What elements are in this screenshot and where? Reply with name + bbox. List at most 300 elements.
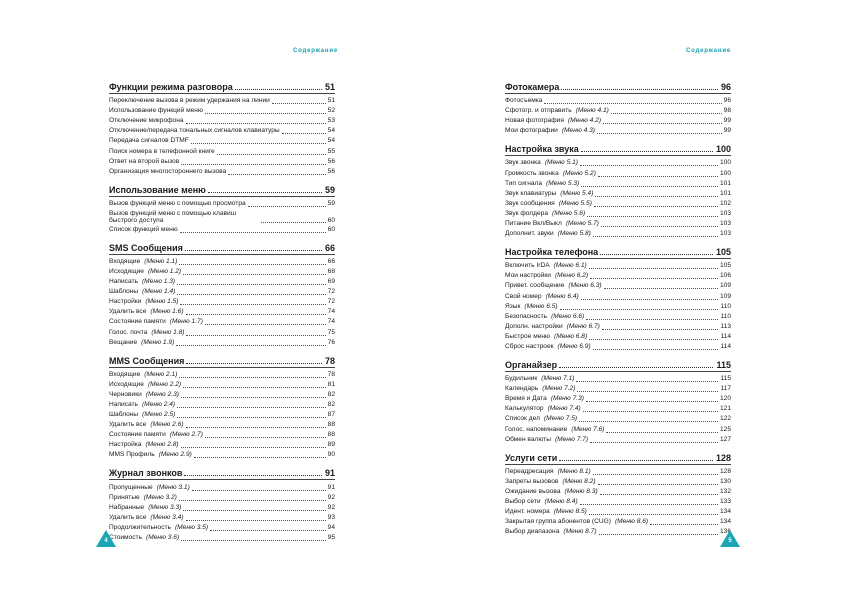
entry-page-number: 127	[719, 435, 731, 443]
toc-section	[109, 80, 335, 177]
section-heading[interactable]	[505, 451, 731, 465]
dot-leader	[181, 397, 326, 398]
dot-leader	[184, 475, 322, 476]
toc-entry[interactable]	[109, 225, 335, 235]
toc-entry[interactable]	[109, 450, 335, 460]
entry-page-number: 91	[327, 483, 335, 491]
entry-title: Ответ на второй вызов	[109, 157, 180, 165]
dot-leader	[186, 427, 326, 428]
entry-title: Язык	[505, 302, 521, 310]
toc-entry[interactable]	[505, 281, 731, 291]
entry-menu-ref: (Меню 4.1)	[575, 107, 609, 115]
dot-leader	[589, 514, 718, 515]
entry-page-number: 94	[327, 523, 335, 531]
entry-menu-ref: (Меню 6.2)	[554, 272, 589, 280]
section-heading[interactable]	[109, 80, 335, 94]
dot-leader	[205, 113, 326, 114]
section-heading[interactable]	[109, 466, 335, 480]
dot-leader	[181, 164, 325, 165]
entry-page-number: 54	[327, 127, 335, 135]
toc-entry[interactable]	[109, 116, 335, 126]
entry-title: Принятые	[109, 493, 140, 501]
entry-page-number: 114	[720, 332, 731, 340]
toc-section	[109, 354, 335, 461]
entry-title: Звук фолдера	[505, 209, 548, 217]
dot-leader	[282, 133, 326, 134]
dot-leader	[598, 176, 718, 177]
entry-title: Набранные	[109, 503, 145, 511]
dot-leader	[595, 196, 718, 197]
entry-page-number: 98	[723, 107, 731, 115]
entry-menu-ref: (Меню 5.1)	[544, 159, 578, 167]
entry-title: Голос. почта	[109, 328, 148, 336]
toc-entry[interactable]	[505, 517, 731, 527]
toc-entry[interactable]	[505, 291, 731, 301]
toc-entry[interactable]	[109, 297, 335, 307]
toc-entry[interactable]	[109, 106, 335, 116]
toc-entry[interactable]	[505, 271, 731, 281]
dot-leader	[208, 192, 322, 193]
toc-entry[interactable]	[505, 404, 731, 414]
entry-menu-ref: (Меню 1.5)	[145, 298, 179, 306]
dot-leader	[176, 345, 325, 346]
dot-leader	[194, 457, 326, 458]
toc-entry[interactable]	[505, 384, 731, 394]
dot-leader	[580, 165, 718, 166]
toc-entry[interactable]	[109, 136, 335, 146]
entry-title: Поиск номера в телефонной книге	[109, 147, 215, 155]
toc-entry[interactable]	[109, 400, 335, 410]
page-number: 4	[104, 538, 108, 544]
section-title: SMS Сообщения	[109, 242, 183, 253]
entry-page-number: 55	[327, 147, 335, 155]
entry-menu-ref: (Меню 1.9)	[141, 338, 175, 346]
toc-entry[interactable]	[505, 374, 731, 384]
toc-entry[interactable]	[109, 126, 335, 136]
entry-menu-ref: (Меню 5.3)	[546, 179, 580, 187]
dot-leader	[179, 500, 326, 501]
dot-leader	[205, 324, 326, 325]
entry-menu-ref: (Меню 7.5)	[543, 415, 578, 423]
entry-title: Мои фотографии	[505, 127, 558, 135]
entry-page-number: 52	[327, 107, 335, 115]
entry-title: Звук сообщения	[505, 199, 555, 207]
entry-menu-ref: (Меню 2.4)	[141, 400, 176, 408]
entry-menu-ref: (Меню 3.5)	[174, 523, 209, 531]
toc-entry[interactable]	[505, 209, 731, 219]
entry-page-number: 60	[327, 225, 335, 233]
entry-page-number: 133	[719, 498, 731, 505]
entry-page-number: 92	[327, 503, 335, 511]
section-title: Услуги сети	[505, 452, 558, 463]
right-page	[421, 0, 842, 595]
toc-entry[interactable]	[505, 342, 731, 352]
section-page-number: 100	[715, 144, 731, 155]
entry-title: Вещание	[109, 338, 138, 346]
entry-menu-ref: (Меню 3.3)	[148, 503, 182, 511]
toc-entry[interactable]	[109, 96, 335, 106]
dot-leader	[593, 236, 718, 237]
entry-title: Написать	[109, 400, 138, 408]
entry-page-number: 82	[327, 390, 335, 398]
dot-leader	[601, 226, 718, 227]
toc-entry[interactable]	[109, 380, 335, 390]
dot-leader	[611, 113, 722, 114]
entry-page-number: 74	[327, 308, 335, 316]
toc-entry[interactable]	[505, 527, 731, 537]
entry-page-number: 53	[327, 117, 335, 125]
entry-page-number: 88	[327, 431, 335, 439]
entry-menu-ref: (Меню 8.4)	[544, 498, 578, 505]
dot-leader	[185, 250, 322, 251]
toc-entry[interactable]	[505, 261, 731, 271]
toc-section	[505, 142, 731, 239]
entry-page-number: 103	[719, 220, 731, 228]
entry-menu-ref: (Меню 2.7)	[169, 431, 203, 439]
dot-leader	[235, 89, 322, 90]
entry-page-number: 93	[327, 513, 335, 521]
entry-page-number: 59	[327, 199, 335, 207]
toc-entry[interactable]	[109, 157, 335, 167]
entry-title: Привет. сообщение	[505, 282, 565, 290]
dot-leader	[561, 89, 718, 90]
entry-page-number: 117	[720, 385, 731, 393]
entry-title: Черновики	[109, 390, 142, 398]
entry-page-number: 121	[719, 405, 731, 413]
toc-section	[109, 183, 335, 235]
section-heading[interactable]	[505, 358, 731, 372]
toc-entry[interactable]	[505, 507, 731, 517]
toc-entry[interactable]	[505, 179, 731, 189]
dot-leader	[228, 174, 325, 175]
toc-entry[interactable]	[505, 199, 731, 209]
toc-entry[interactable]	[505, 497, 731, 507]
toc-entry[interactable]	[505, 312, 731, 322]
entry-page-number: 54	[327, 137, 335, 145]
toc-entry[interactable]	[109, 440, 335, 450]
entry-menu-ref: (Меню 7.6)	[571, 425, 605, 433]
entry-page-number: 99	[723, 127, 731, 135]
dot-leader	[261, 222, 326, 223]
entry-menu-ref: (Меню 5.4)	[560, 189, 594, 197]
toc-section	[109, 466, 335, 543]
toc-entry[interactable]	[505, 477, 731, 487]
toc-entry[interactable]	[505, 219, 731, 229]
entry-title: Новая фотография	[505, 117, 564, 125]
entry-title: Быстрое меню	[505, 332, 551, 340]
dot-leader	[589, 268, 718, 269]
dot-leader	[177, 294, 325, 295]
entry-title: Вызов функций меню с помощью просмотра	[109, 199, 246, 207]
entry-title: Переключение вызова в режим удержания на линии	[109, 97, 270, 105]
toc-entry[interactable]	[109, 267, 335, 277]
section-page-number: 128	[715, 452, 731, 463]
entry-page-number: 114	[720, 342, 731, 350]
dot-leader	[581, 151, 713, 152]
entry-title: Запреты вызовов	[505, 477, 559, 485]
dot-leader	[181, 447, 326, 448]
dot-leader	[600, 254, 713, 255]
entry-menu-ref: (Меню 5.7)	[565, 220, 599, 228]
section-title: Органайзер	[505, 359, 558, 370]
entry-title: Включить IrDA	[505, 262, 550, 270]
section-heading[interactable]	[109, 183, 335, 197]
page-header: Содержание	[293, 48, 338, 54]
entry-page-number: 92	[327, 493, 335, 501]
section-page-number: 59	[324, 184, 335, 195]
entry-title: Использование функций меню	[109, 107, 203, 115]
entry-menu-ref: (Меню 2.6)	[150, 421, 184, 429]
entry-title: Калькулятор	[505, 405, 544, 413]
entry-title: Тип сигнала	[505, 179, 543, 187]
entry-title: Календарь	[505, 385, 539, 393]
entry-title: Исходящие	[109, 267, 144, 275]
entry-title: Настройка	[109, 441, 142, 449]
toc-column	[109, 80, 335, 549]
entry-title: Питание Вкл/Выкл	[505, 220, 562, 228]
section-page-number: 115	[716, 359, 731, 370]
toc-section	[505, 358, 731, 445]
entry-title: Переадресация	[505, 467, 554, 475]
toc-entry[interactable]	[505, 96, 731, 106]
dot-leader	[579, 421, 718, 422]
entry-menu-ref: (Меню 1.8)	[151, 328, 185, 336]
dot-leader	[586, 401, 718, 402]
section-page-number: 96	[720, 82, 731, 92]
section-heading[interactable]	[505, 245, 731, 259]
entry-page-number: 100	[719, 169, 731, 177]
entry-title: Звук звонка	[505, 159, 541, 167]
entry-page-number: 72	[327, 298, 335, 306]
page-number: 5	[728, 538, 732, 544]
dot-leader	[186, 314, 326, 315]
dot-leader	[559, 367, 713, 368]
entry-page-number: 101	[719, 189, 731, 197]
entry-page-number: 69	[327, 278, 335, 286]
entry-page-number: 56	[327, 157, 335, 165]
toc-entry[interactable]	[109, 482, 335, 492]
entry-page-number: 95	[327, 534, 335, 541]
entry-title: Написать	[109, 278, 138, 286]
dot-leader	[191, 143, 326, 144]
dot-leader	[544, 103, 721, 104]
toc-entry[interactable]	[109, 420, 335, 430]
entry-title: Продолжительность	[109, 523, 171, 531]
dot-leader	[589, 339, 718, 340]
entry-menu-ref: (Меню 3.6)	[146, 534, 180, 541]
toc-entry[interactable]	[109, 209, 335, 225]
toc-entry[interactable]	[109, 523, 335, 533]
entry-menu-ref: (Меню 8.2)	[562, 477, 596, 485]
entry-menu-ref: (Меню 1.2)	[147, 267, 182, 275]
entry-menu-ref: (Меню 7.1)	[541, 375, 575, 383]
toc-entry[interactable]	[109, 199, 335, 209]
dot-leader	[181, 540, 326, 541]
dot-leader	[177, 284, 326, 285]
toc-entry[interactable]	[109, 257, 335, 267]
toc-entry[interactable]	[505, 394, 731, 404]
dot-leader	[602, 329, 719, 330]
dot-leader	[593, 349, 719, 350]
entry-title: Удалить все	[109, 308, 147, 316]
entry-title: Исходящие	[109, 380, 144, 388]
entry-title: Свой номер	[505, 292, 542, 300]
toc-entry[interactable]	[505, 487, 731, 497]
entry-title: Входящие	[109, 370, 141, 378]
dot-leader	[559, 460, 713, 461]
toc-entry[interactable]	[505, 116, 731, 126]
entry-menu-ref: (Меню 6.6)	[551, 312, 585, 320]
dot-leader	[180, 304, 325, 305]
toc-entry[interactable]	[109, 493, 335, 503]
entry-page-number: 132	[719, 487, 731, 495]
toc-entry[interactable]	[109, 430, 335, 440]
entry-title: Передача сигналов DTMF	[109, 137, 189, 145]
entry-menu-ref: (Меню 6.3)	[568, 282, 602, 290]
dot-leader	[272, 103, 326, 104]
section-heading[interactable]	[109, 354, 335, 368]
entry-title: Пропущенные	[109, 483, 153, 491]
toc-entry[interactable]	[505, 322, 731, 332]
entry-menu-ref: (Меню 3.4)	[150, 513, 184, 521]
entry-page-number: 76	[327, 338, 335, 346]
dot-leader	[604, 288, 718, 289]
entry-page-number: 130	[719, 477, 731, 485]
entry-page-number: 103	[719, 230, 731, 238]
entry-title: Идент. номера	[505, 508, 550, 516]
entry-menu-ref: (Меню 3.2)	[143, 493, 177, 501]
entry-title: Список функций меню	[109, 225, 178, 233]
dot-leader	[179, 264, 325, 265]
toc-entry[interactable]	[109, 370, 335, 380]
dot-leader	[583, 411, 718, 412]
entry-page-number: 96	[723, 97, 731, 105]
section-page-number: 51	[324, 82, 335, 92]
toc-entry[interactable]	[109, 146, 335, 156]
toc-entry[interactable]	[505, 467, 731, 477]
dot-leader	[248, 206, 326, 207]
entry-menu-ref: (Меню 5.6)	[552, 209, 586, 217]
toc-entry[interactable]	[505, 168, 731, 178]
dot-leader	[606, 432, 718, 433]
toc-entry[interactable]	[505, 424, 731, 434]
toc-entry[interactable]	[109, 513, 335, 523]
entry-page-number: 82	[327, 400, 335, 408]
section-heading[interactable]	[505, 142, 731, 156]
entry-page-number: 109	[719, 292, 731, 300]
section-page-number: 66	[324, 242, 335, 253]
section-title: Фотокамера	[505, 82, 560, 92]
toc-entry[interactable]	[505, 332, 731, 342]
dot-leader	[598, 484, 718, 485]
entry-page-number: 56	[327, 167, 335, 175]
section-heading[interactable]	[505, 80, 731, 94]
entry-page-number: 68	[327, 267, 335, 275]
dot-leader	[590, 278, 718, 279]
dot-leader	[587, 216, 718, 217]
section-heading[interactable]	[109, 241, 335, 255]
entry-title: Сброс настроек	[505, 342, 554, 350]
toc-entry[interactable]	[109, 277, 335, 287]
section-title: Использование меню	[109, 184, 206, 195]
entry-title: Мои настройки	[505, 272, 551, 280]
toc-entry[interactable]	[109, 390, 335, 400]
toc-entry[interactable]	[505, 229, 731, 239]
toc-entry[interactable]	[505, 435, 731, 445]
dot-leader	[576, 381, 718, 382]
entry-page-number: 89	[327, 441, 335, 449]
entry-menu-ref: (Меню 2.2)	[147, 380, 182, 388]
entry-page-number: 115	[720, 375, 731, 383]
toc-column	[505, 80, 731, 543]
entry-title: Звук клавиатуры	[505, 189, 557, 197]
entry-title: Обмен валюты	[505, 435, 551, 443]
dot-leader	[183, 387, 326, 388]
toc-entry[interactable]	[109, 533, 335, 543]
toc-entry[interactable]	[109, 327, 335, 337]
entry-menu-ref: (Меню 1.7)	[169, 318, 203, 326]
entry-title: Список дел	[505, 415, 540, 423]
toc-entry[interactable]	[109, 167, 335, 177]
entry-page-number: 101	[719, 179, 731, 187]
toc-entry[interactable]	[109, 338, 335, 348]
entry-menu-ref: (Меню 6.9)	[557, 342, 591, 350]
entry-page-number: 75	[327, 328, 335, 336]
toc-section	[505, 245, 731, 352]
section-page-number: 105	[715, 247, 731, 258]
entry-title: Фотосъемка	[505, 97, 543, 105]
toc-entry[interactable]	[505, 158, 731, 168]
entry-title: Вызов функций меню с помощью клавиш быстрого доступа	[109, 209, 237, 225]
toc-entry[interactable]	[109, 287, 335, 297]
entry-menu-ref: (Меню 1.4)	[142, 288, 176, 296]
toc-section	[505, 451, 731, 538]
toc-entry[interactable]	[109, 410, 335, 420]
entry-page-number: 136	[719, 528, 731, 536]
entry-page-number: 106	[719, 272, 731, 280]
entry-page-number: 103	[719, 209, 731, 217]
dot-leader	[177, 407, 326, 408]
entry-title: Выбор сети	[505, 498, 541, 505]
entry-menu-ref: (Меню 7.7)	[554, 435, 589, 443]
dot-leader	[183, 274, 326, 275]
toc-entry[interactable]	[505, 126, 731, 136]
toc-entry[interactable]	[505, 414, 731, 424]
entry-title: MMS Профиль	[109, 451, 155, 459]
dot-leader	[650, 524, 718, 525]
toc-entry[interactable]	[505, 302, 731, 312]
dot-leader	[594, 206, 718, 207]
entry-menu-ref: (Меню 2.3)	[145, 390, 179, 398]
entry-menu-ref: (Меню 8.5)	[553, 508, 587, 516]
toc-entry[interactable]	[109, 307, 335, 317]
toc-entry[interactable]	[109, 503, 335, 513]
dot-leader	[179, 377, 325, 378]
toc-entry[interactable]	[505, 189, 731, 199]
entry-menu-ref: (Меню 2.1)	[144, 370, 178, 378]
dot-leader	[586, 319, 718, 320]
dot-leader	[210, 530, 326, 531]
entry-title: Время и Дата	[505, 395, 547, 403]
dot-leader	[186, 520, 326, 521]
section-title: Настройка телефона	[505, 247, 599, 258]
entry-title: Удалить все	[109, 513, 147, 521]
dot-leader	[593, 474, 718, 475]
toc-entry[interactable]	[505, 106, 731, 116]
toc-entry[interactable]	[109, 317, 335, 327]
entry-menu-ref: (Меню 6.1)	[553, 262, 587, 270]
dot-leader	[205, 437, 326, 438]
